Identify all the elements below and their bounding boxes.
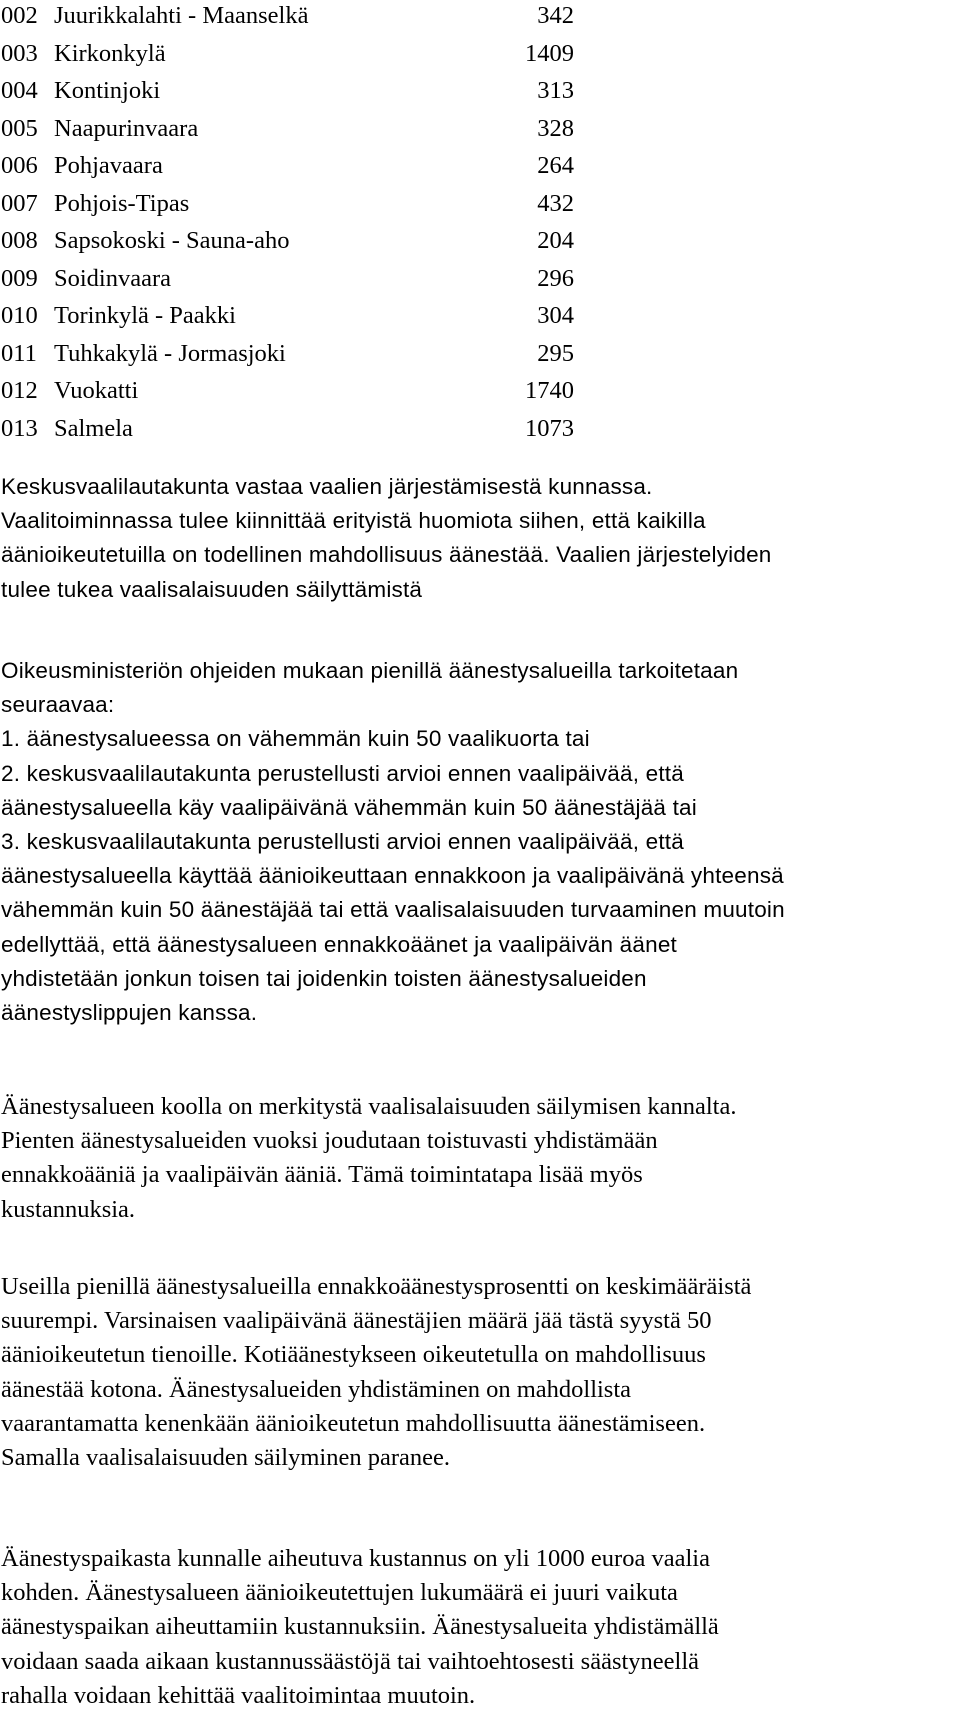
district-row [1, 413, 581, 451]
text-line: kohden. Äänestysalueen äänioikeutettujen lukumäärä ei juuri vaikuta [1, 1579, 678, 1607]
district-name: Soidinvaara [54, 264, 172, 292]
text-line: Äänestysalueen koolla on merkitystä vaalisalaisuuden säilymisen kannalta. [1, 1093, 737, 1120]
district-name: Torinkylä - Paakki [54, 302, 236, 329]
paragraph-small-district-definition [1, 654, 956, 1030]
text-line: kustannuksia. [1, 1195, 136, 1223]
district-row [1, 0, 581, 38]
district-row [1, 375, 581, 413]
district-count: 1409 [525, 39, 574, 67]
district-code: 008 [1, 227, 38, 254]
text-line: äänioikeutetuilla on todellinen mahdollisuus äänestää. Vaalien järjestelyiden [1, 542, 772, 568]
text-line: Vaalitoiminnassa tulee kiinnittää erityistä huomiota siihen, että kaikilla [1, 508, 706, 534]
district-code: 005 [1, 114, 38, 142]
district-name: Juurikkalahti - Maanselkä [54, 2, 309, 29]
district-code: 010 [1, 302, 38, 329]
district-row [1, 263, 581, 301]
district-name: Pohjavaara [54, 152, 163, 179]
text-line: äänestysalueella käy vaalipäivänä vähemmän kuin 50 äänestäjää tai [1, 794, 697, 820]
text-line: äänestyslippujen kanssa. [1, 1000, 258, 1026]
district-count: 264 [537, 152, 574, 179]
district-list [1, 0, 581, 450]
district-count: 204 [537, 227, 574, 254]
text-line: seuraavaa: [1, 692, 115, 718]
district-name: Kontinjoki [54, 77, 161, 104]
district-code: 003 [1, 39, 38, 67]
district-count: 304 [537, 302, 574, 329]
district-code: 002 [1, 2, 38, 29]
district-count: 296 [537, 264, 574, 292]
text-line: 3. keskusvaalilautakunta perustellusti arvioi ennen vaalipäivää, että [1, 829, 684, 855]
district-code: 011 [1, 339, 37, 367]
paragraph-polling-place-costs [1, 1542, 956, 1713]
district-row [1, 338, 581, 376]
district-count: 295 [537, 339, 574, 367]
district-name: Tuhkakylä - Jormasjoki [54, 339, 286, 367]
text-line: äänioikeutetun tienoille. Kotiäänestykseen oikeutetulla on mahdollisuus [1, 1341, 706, 1369]
district-name: Salmela [54, 414, 133, 442]
text-line: 2. keskusvaalilautakunta perustellusti arvioi ennen vaalipäivää, että [1, 760, 684, 786]
paragraph-advance-voting [1, 1270, 956, 1475]
district-row [1, 38, 581, 76]
district-code: 006 [1, 152, 38, 179]
district-code: 007 [1, 189, 38, 217]
text-line: äänestysalueella käyttää äänioikeuttaan ennakkoon ja vaalipäivänä yhteensä [1, 863, 784, 889]
text-line: voidaan saada aikaan kustannussäästöjä tai vaihtoehtosesti säästyneellä [1, 1647, 700, 1675]
district-name: Naapurinvaara [54, 114, 199, 142]
text-line: suurempi. Varsinaisen vaalipäivänä äänestäjien määrä jää tästä syystä 50 [1, 1307, 712, 1335]
text-line: Pienten äänestysalueiden vuoksi joudutaan toistuvasti yhdistämään [1, 1127, 658, 1155]
district-count: 1740 [525, 377, 574, 404]
district-row [1, 188, 581, 226]
text-line: ennakkoääniä ja vaalipäivän ääniä. Tämä toimintatapa lisää myös [1, 1161, 643, 1189]
district-count: 328 [537, 114, 574, 142]
text-line: yhdistetään jonkun toisen tai joidenkin toisten äänestysalueiden [1, 965, 647, 991]
text-line: äänestyspaikan aiheuttamiin kustannuksiin. Äänestysalueita yhdistämällä [1, 1613, 719, 1641]
district-code: 013 [1, 414, 38, 442]
text-line: vaarantamatta kenenkään äänioikeutetun mahdollisuutta äänestämiseen. [1, 1409, 706, 1437]
district-code: 009 [1, 264, 38, 292]
district-count: 342 [537, 2, 574, 29]
district-name: Pohjois-Tipas [54, 189, 190, 217]
text-line: vähemmän kuin 50 äänestäjää tai että vaalisalaisuuden turvaaminen muutoin [1, 897, 785, 923]
district-row [1, 75, 581, 113]
district-code: 012 [1, 377, 38, 404]
district-name: Sapsokoski - Sauna-aho [54, 227, 290, 254]
paragraph-district-size [1, 1090, 956, 1227]
text-line: Oikeusministeriön ohjeiden mukaan pienillä äänestysalueilla tarkoitetaan [1, 658, 739, 683]
text-line: äänestää kotona. Äänestysalueiden yhdistäminen on mahdollista [1, 1375, 632, 1403]
district-name: Kirkonkylä [54, 39, 166, 67]
district-row [1, 300, 581, 338]
text-line: Keskusvaalilautakunta vastaa vaalien järjestämisestä kunnassa. [1, 474, 653, 499]
district-count: 313 [537, 77, 574, 104]
district-count: 1073 [525, 414, 574, 442]
district-name: Vuokatti [54, 377, 139, 404]
text-line: Äänestyspaikasta kunnalle aiheutuva kustannus on yli 1000 euroa vaalia [1, 1545, 710, 1572]
text-line: edellyttää, että äänestysalueen ennakkoäänet ja vaalipäivän äänet [1, 931, 677, 957]
text-line: tulee tukea vaalisalaisuuden säilyttämistä [1, 576, 423, 602]
text-line: Useilla pienillä äänestysalueilla ennakkoäänestysprosentti on keskimääräistä [1, 1273, 752, 1300]
district-count: 432 [537, 189, 574, 217]
district-code: 004 [1, 77, 38, 104]
text-line: 1. äänestysalueessa on vähemmän kuin 50 vaalikuorta tai [1, 726, 590, 752]
text-line: rahalla voidaan kehittää vaalitoimintaa muutoin. [1, 1681, 476, 1709]
district-row [1, 113, 581, 151]
paragraph-election-arrangements [1, 470, 956, 607]
text-line: Samalla vaalisalaisuuden säilyminen paranee. [1, 1444, 451, 1472]
district-row [1, 150, 581, 188]
district-row [1, 225, 581, 263]
